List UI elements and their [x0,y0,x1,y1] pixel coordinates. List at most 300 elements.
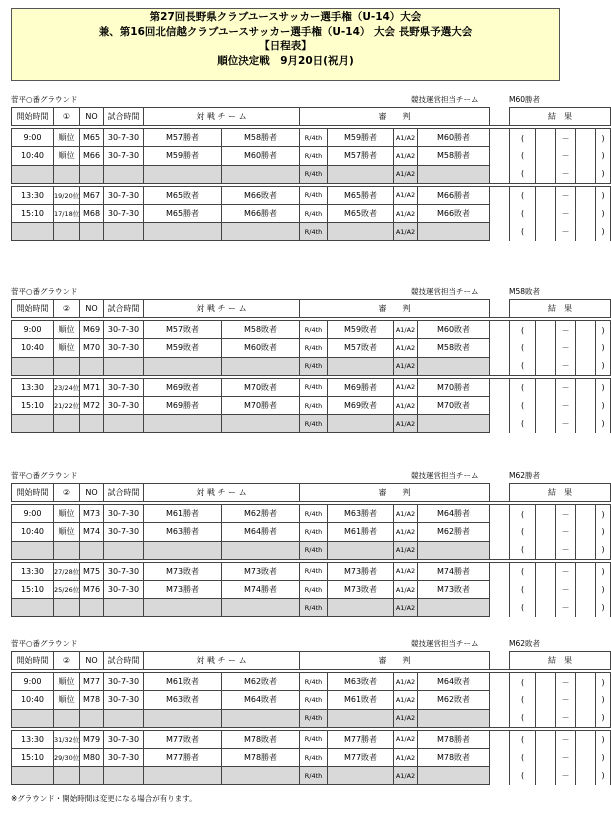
result-close-paren: ) [596,129,611,147]
blank-cell [222,709,300,727]
col-field-number: ② [54,300,80,318]
result-dash: － [556,165,576,183]
result-dash: － [556,709,576,727]
result-score-b [576,748,596,766]
result-score-a [536,321,556,339]
team-a: M69勝者 [144,396,222,414]
result-score-a [536,357,556,375]
referee-role-a1a2: A1/A2 [394,129,418,147]
match-no: M68 [80,204,104,222]
start-time: 10:40 [12,523,54,541]
blank-cell [12,599,54,617]
blank-cell [418,599,490,617]
result-score-b [576,580,596,598]
team-b: M60敗者 [222,339,300,357]
result-score-b [576,321,596,339]
match-no: M80 [80,748,104,766]
result-dash: － [556,691,576,709]
result-dash: － [556,730,576,748]
team-a: M65勝者 [144,204,222,222]
start-time: 13:30 [12,562,54,580]
result-score-b [576,147,596,165]
referee-assistant: M70勝者 [418,378,490,396]
match-order: 順位 [54,505,80,523]
blank-cell [418,709,490,727]
result-close-paren: ) [596,580,611,598]
col-field-number: ① [54,108,80,126]
referee-role-r4th: R/4th [300,767,328,785]
table-header-row [12,300,611,318]
match-order: 17/18位 [54,204,80,222]
blank-cell [104,709,144,727]
match-duration: 30-7-30 [104,204,144,222]
col-teams: 対 戦 チ ー ム [144,300,300,318]
match-duration: 30-7-30 [104,321,144,339]
referee-main: M73敗者 [328,580,394,598]
schedule-table [11,651,611,785]
result-dash: － [556,505,576,523]
result-open-paren: ( [510,580,536,598]
referee-assistant: M60敗者 [418,321,490,339]
blank-row [12,599,611,617]
col-spacer [490,484,510,502]
result-close-paren: ) [596,541,611,559]
col-duration: 試合時間 [104,300,144,318]
col-start-time: 開始時間 [12,300,54,318]
col-start-time: 開始時間 [12,484,54,502]
referee-role-a1a2: A1/A2 [394,730,418,748]
blank-cell [104,165,144,183]
row-spacer [490,709,510,727]
referee-role-r4th: R/4th [300,691,328,709]
result-open-paren: ( [510,321,536,339]
blank-cell [328,357,394,375]
row-spacer [490,223,510,241]
match-no: M73 [80,505,104,523]
row-spacer [490,186,510,204]
blank-cell [222,223,300,241]
blank-cell [144,599,222,617]
row-spacer [490,541,510,559]
result-open-paren: ( [510,396,536,414]
referee-main: M65勝者 [328,186,394,204]
result-score-a [536,691,556,709]
team-b: M74勝者 [222,580,300,598]
team-b: M66勝者 [222,204,300,222]
referee-role-r4th: R/4th [300,378,328,396]
result-score-a [536,730,556,748]
blank-cell [54,165,80,183]
blank-row [12,541,611,559]
result-score-a [536,541,556,559]
referee-role-a1a2: A1/A2 [394,415,418,433]
referee-role-r4th: R/4th [300,204,328,222]
start-time: 15:10 [12,396,54,414]
match-no: M77 [80,673,104,691]
team-a: M77勝者 [144,748,222,766]
result-score-b [576,165,596,183]
col-result: 結 果 [510,484,611,502]
match-no: M65 [80,129,104,147]
team-a: M73敗者 [144,562,222,580]
referee-role-a1a2: A1/A2 [394,357,418,375]
result-score-b [576,562,596,580]
blank-cell [418,223,490,241]
blank-cell [328,541,394,559]
referee-role-r4th: R/4th [300,186,328,204]
match-duration: 30-7-30 [104,186,144,204]
blank-cell [222,767,300,785]
col-teams: 対 戦 チ ー ム [144,652,300,670]
result-score-b [576,129,596,147]
table-row [12,562,611,580]
blank-cell [222,357,300,375]
result-score-a [536,339,556,357]
blank-cell [222,415,300,433]
blank-cell [80,767,104,785]
blank-cell [12,165,54,183]
result-score-b [576,396,596,414]
schedule-section [11,637,605,785]
referee-role-a1a2: A1/A2 [394,691,418,709]
referee-role-a1a2: A1/A2 [394,396,418,414]
referee-assistant: M66敗者 [418,204,490,222]
result-dash: － [556,599,576,617]
table-header-row [12,484,611,502]
referee-role-a1a2: A1/A2 [394,599,418,617]
result-score-a [536,223,556,241]
referee-role-r4th: R/4th [300,599,328,617]
referee-assistant: M78勝者 [418,730,490,748]
referee-main: M69勝者 [328,378,394,396]
team-a: M61勝者 [144,505,222,523]
result-open-paren: ( [510,378,536,396]
blank-cell [54,767,80,785]
referee-assistant: M64敗者 [418,673,490,691]
referee-role-a1a2: A1/A2 [394,204,418,222]
table-row [12,129,611,147]
team-b: M73敗者 [222,562,300,580]
referee-main: M77敗者 [328,748,394,766]
start-time: 13:30 [12,730,54,748]
referee-role-a1a2: A1/A2 [394,378,418,396]
result-dash: － [556,357,576,375]
blank-row [12,223,611,241]
start-time: 15:10 [12,580,54,598]
team-b: M78敗者 [222,730,300,748]
match-no: M74 [80,523,104,541]
blank-cell [104,767,144,785]
referee-main: M61勝者 [328,523,394,541]
result-dash: － [556,541,576,559]
result-close-paren: ) [596,147,611,165]
referee-main: M61敗者 [328,691,394,709]
match-duration: 30-7-30 [104,748,144,766]
result-close-paren: ) [596,223,611,241]
result-dash: － [556,580,576,598]
team-a: M57敗者 [144,321,222,339]
row-spacer [490,321,510,339]
result-score-b [576,378,596,396]
match-duration: 30-7-30 [104,562,144,580]
referee-role-r4th: R/4th [300,396,328,414]
result-close-paren: ) [596,186,611,204]
referee-assistant: M73敗者 [418,580,490,598]
result-dash: － [556,339,576,357]
result-close-paren: ) [596,378,611,396]
staff-team-value: M60勝者 [509,95,541,104]
referee-role-a1a2: A1/A2 [394,339,418,357]
blank-cell [104,357,144,375]
referee-role-a1a2: A1/A2 [394,165,418,183]
referee-assistant: M66勝者 [418,186,490,204]
referee-role-r4th: R/4th [300,709,328,727]
result-open-paren: ( [510,562,536,580]
result-close-paren: ) [596,673,611,691]
match-duration: 30-7-30 [104,147,144,165]
row-spacer [490,730,510,748]
blank-cell [144,223,222,241]
team-a: M73勝者 [144,580,222,598]
referee-role-r4th: R/4th [300,339,328,357]
result-score-b [576,186,596,204]
result-score-a [536,599,556,617]
referee-role-a1a2: A1/A2 [394,321,418,339]
result-dash: － [556,415,576,433]
referee-main: M73勝者 [328,562,394,580]
referee-role-a1a2: A1/A2 [394,186,418,204]
referee-role-a1a2: A1/A2 [394,223,418,241]
result-dash: － [556,748,576,766]
result-open-paren: ( [510,129,536,147]
title-line-3: 【日程表】 [259,40,312,53]
match-order: 21/22位 [54,396,80,414]
col-field-number: ② [54,652,80,670]
result-score-b [576,709,596,727]
blank-cell [328,709,394,727]
start-time: 15:10 [12,204,54,222]
referee-role-r4th: R/4th [300,505,328,523]
match-duration: 30-7-30 [104,396,144,414]
row-spacer [490,357,510,375]
table-row [12,378,611,396]
match-order: 順位 [54,523,80,541]
match-duration: 30-7-30 [104,730,144,748]
blank-cell [328,599,394,617]
row-spacer [490,165,510,183]
match-no: M76 [80,580,104,598]
blank-cell [144,709,222,727]
match-no: M69 [80,321,104,339]
match-order: 31/32位 [54,730,80,748]
result-open-paren: ( [510,223,536,241]
match-duration: 30-7-30 [104,673,144,691]
result-dash: － [556,767,576,785]
table-row [12,691,611,709]
referee-main: M63勝者 [328,505,394,523]
result-score-b [576,673,596,691]
referee-role-r4th: R/4th [300,415,328,433]
result-close-paren: ) [596,730,611,748]
result-score-a [536,748,556,766]
result-open-paren: ( [510,204,536,222]
match-duration: 30-7-30 [104,580,144,598]
match-order: 順位 [54,129,80,147]
row-spacer [490,767,510,785]
result-close-paren: ) [596,357,611,375]
ground-name: 菅平○番グラウンド [11,639,78,648]
referee-assistant: M58敗者 [418,339,490,357]
blank-cell [418,357,490,375]
team-a: M65敗者 [144,186,222,204]
referee-role-r4th: R/4th [300,562,328,580]
blank-cell [54,541,80,559]
blank-cell [418,415,490,433]
team-a: M77敗者 [144,730,222,748]
col-start-time: 開始時間 [12,108,54,126]
col-duration: 試合時間 [104,652,144,670]
blank-cell [12,767,54,785]
col-teams: 対 戦 チ ー ム [144,108,300,126]
referee-role-a1a2: A1/A2 [394,523,418,541]
result-dash: － [556,204,576,222]
result-score-a [536,505,556,523]
row-spacer [490,129,510,147]
staff-team-label: 競技運営担当チーム [411,287,479,296]
start-time: 10:40 [12,147,54,165]
blank-cell [418,541,490,559]
col-spacer [490,108,510,126]
result-dash: － [556,378,576,396]
result-score-b [576,357,596,375]
col-start-time: 開始時間 [12,652,54,670]
match-order: 25/26位 [54,580,80,598]
referee-role-r4th: R/4th [300,357,328,375]
blank-cell [144,541,222,559]
team-b: M66敗者 [222,186,300,204]
start-time: 9:00 [12,321,54,339]
result-close-paren: ) [596,562,611,580]
result-close-paren: ) [596,396,611,414]
result-score-a [536,580,556,598]
referee-assistant: M58勝者 [418,147,490,165]
blank-cell [80,541,104,559]
result-score-b [576,339,596,357]
result-score-a [536,147,556,165]
blank-row [12,165,611,183]
referee-role-r4th: R/4th [300,523,328,541]
result-score-a [536,186,556,204]
referee-assistant: M70敗者 [418,396,490,414]
blank-row [12,767,611,785]
col-duration: 試合時間 [104,108,144,126]
row-spacer [490,378,510,396]
schedule-section [11,285,605,433]
referee-assistant: M62勝者 [418,523,490,541]
result-score-b [576,204,596,222]
result-open-paren: ( [510,767,536,785]
referee-role-r4th: R/4th [300,129,328,147]
blank-cell [144,767,222,785]
match-duration: 30-7-30 [104,523,144,541]
referee-role-a1a2: A1/A2 [394,541,418,559]
blank-cell [328,223,394,241]
table-row [12,186,611,204]
result-close-paren: ) [596,748,611,766]
col-teams: 対 戦 チ ー ム [144,484,300,502]
schedule-table [11,483,611,617]
match-order: 順位 [54,321,80,339]
result-score-a [536,204,556,222]
blank-cell [12,223,54,241]
result-close-paren: ) [596,599,611,617]
team-b: M62勝者 [222,505,300,523]
start-time: 13:30 [12,186,54,204]
blank-cell [54,415,80,433]
referee-role-a1a2: A1/A2 [394,580,418,598]
match-no: M78 [80,691,104,709]
team-a: M57勝者 [144,129,222,147]
team-a: M59敗者 [144,339,222,357]
blank-cell [12,357,54,375]
result-score-a [536,523,556,541]
blank-cell [144,357,222,375]
start-time: 10:40 [12,691,54,709]
title-line-4: 順位決定戦 9月20日(祝月) [217,54,354,67]
col-referee: 審 判 [300,652,490,670]
referee-role-a1a2: A1/A2 [394,767,418,785]
referee-role-r4th: R/4th [300,321,328,339]
match-order: 23/24位 [54,378,80,396]
referee-role-r4th: R/4th [300,730,328,748]
blank-cell [54,223,80,241]
blank-row [12,415,611,433]
referee-assistant: M64勝者 [418,505,490,523]
col-referee: 審 判 [300,108,490,126]
team-a: M63敗者 [144,691,222,709]
match-no: M67 [80,186,104,204]
start-time: 9:00 [12,129,54,147]
result-dash: － [556,396,576,414]
schedule-section [11,93,605,241]
result-dash: － [556,147,576,165]
team-b: M64敗者 [222,691,300,709]
blank-cell [80,599,104,617]
referee-role-r4th: R/4th [300,223,328,241]
match-no: M71 [80,378,104,396]
ground-name: 菅平○番グラウンド [11,471,78,480]
table-row [12,204,611,222]
result-score-a [536,165,556,183]
col-spacer [490,300,510,318]
table-header-row [12,652,611,670]
referee-assistant: M74勝者 [418,562,490,580]
result-score-a [536,378,556,396]
result-open-paren: ( [510,673,536,691]
blank-cell [80,165,104,183]
table-row [12,523,611,541]
blank-row [12,357,611,375]
match-no: M66 [80,147,104,165]
blank-cell [12,415,54,433]
result-close-paren: ) [596,204,611,222]
schedule-section [11,469,605,617]
row-spacer [490,204,510,222]
blank-cell [12,709,54,727]
result-open-paren: ( [510,523,536,541]
match-no: M70 [80,339,104,357]
col-result: 結 果 [510,300,611,318]
